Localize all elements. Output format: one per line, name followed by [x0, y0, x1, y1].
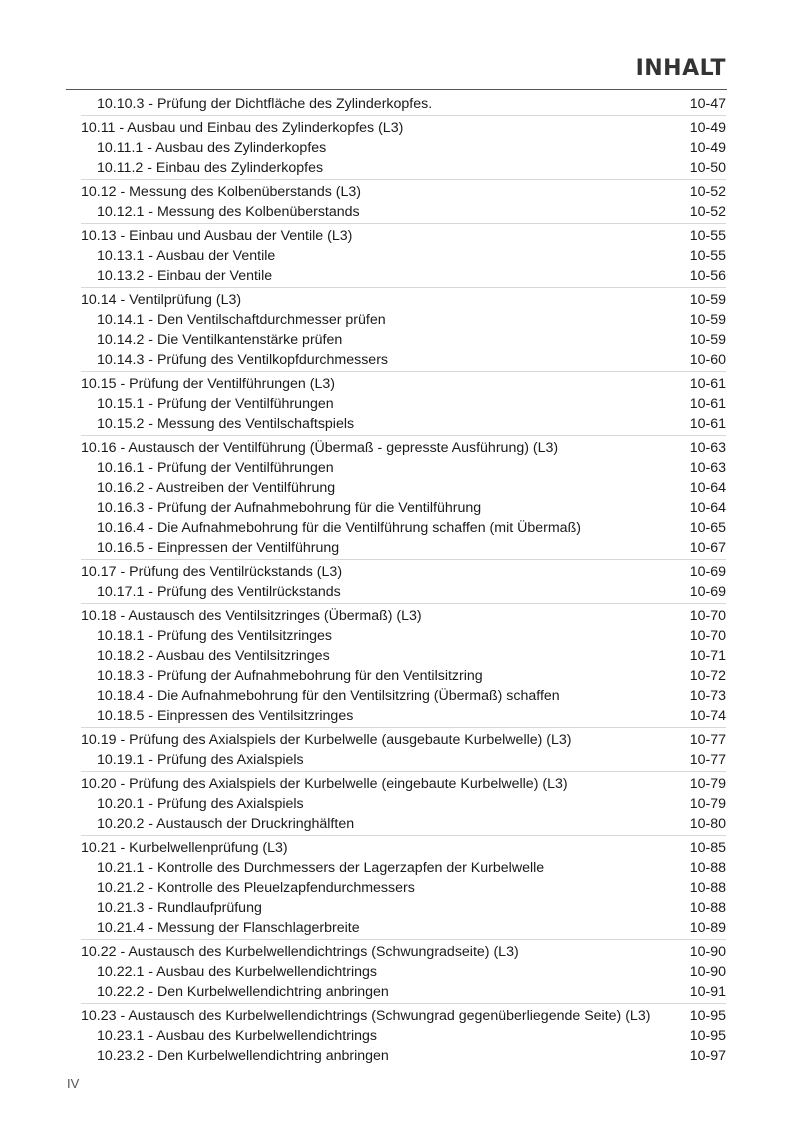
toc-group [81, 1006, 726, 1067]
toc-entry-page: 10-95 [689, 1028, 726, 1044]
toc-entry-title: 10.20.1 - Prüfung des Axialspiels [97, 796, 304, 812]
toc-entry-page: 10-79 [689, 776, 726, 792]
toc-entry-title: 10.21.3 - Rundlaufprüfung [97, 900, 262, 916]
header-divider [66, 89, 727, 90]
toc-entry-page: 10-67 [689, 540, 726, 556]
page-title: INHALT [635, 56, 726, 81]
toc-entry-page: 10-72 [689, 668, 726, 684]
toc-entry-title: 10.19.1 - Prüfung des Axialspiels [97, 752, 304, 768]
toc-subentry[interactable] [81, 1046, 726, 1066]
toc-entry-page: 10-85 [689, 840, 726, 856]
toc-subentry[interactable] [81, 394, 726, 414]
toc-entry-title: 10.16.5 - Einpressen der Ventilführung [97, 540, 340, 556]
toc-entry-page: 10-59 [689, 332, 726, 348]
toc-subentry[interactable] [81, 878, 726, 898]
toc-subentry[interactable] [81, 414, 726, 434]
toc-entry-title: 10.21 - Kurbelwellenprüfung (L3) [81, 840, 288, 856]
toc-entry-page: 10-59 [689, 312, 726, 328]
toc-entry-title: 10.22 - Austausch des Kurbelwellendichtrings (Schwungradseite) (L3) [81, 944, 519, 960]
toc-entry-page: 10-59 [689, 292, 726, 308]
toc-subentry[interactable] [81, 858, 726, 878]
toc-entry-title: 10.12 - Messung des Kolbenüberstands (L3) [81, 184, 361, 200]
toc-entry-page: 10-52 [689, 204, 726, 220]
toc-subentry[interactable] [81, 498, 726, 518]
toc-entry-title: 10.18.1 - Prüfung des Ventilsitzringes [97, 628, 333, 644]
toc-subentry[interactable] [81, 158, 726, 178]
toc-entry-title: 10.20 - Prüfung des Axialspiels der Kurbelwelle (eingebaute Kurbelwelle) (L3) [81, 776, 568, 792]
toc-entry-title: 10.11.2 - Einbau des Zylinderkopfes [97, 160, 324, 176]
toc-entry-title: 10.18.2 - Ausbau des Ventilsitzringes [97, 648, 330, 664]
toc-entry-title: 10.19 - Prüfung des Axialspiels der Kurbelwelle (ausgebaute Kurbelwelle) (L3) [81, 732, 572, 748]
toc-group [81, 226, 726, 288]
toc-entry-title: 10.16 - Austausch der Ventilführung (Übermaß - gepresste Ausführung) (L3) [81, 440, 559, 456]
toc-entry-title: 10.12.1 - Messung des Kolbenüberstands [97, 204, 360, 220]
toc-entry-page: 10-77 [689, 732, 726, 748]
toc-entry-page: 10-74 [689, 708, 726, 724]
toc-entry-page: 10-64 [689, 480, 726, 496]
toc-subentry[interactable] [81, 814, 726, 834]
toc-entry-page: 10-49 [689, 120, 726, 136]
toc-entry[interactable] [81, 118, 726, 138]
toc-entry-page: 10-69 [689, 564, 726, 580]
toc-entry-page: 10-69 [689, 584, 726, 600]
toc-entry-page: 10-60 [689, 352, 726, 368]
toc-subentry[interactable] [81, 94, 726, 114]
toc-subentry[interactable] [81, 686, 726, 706]
toc-entry-page: 10-61 [689, 376, 726, 392]
toc-entry-page: 10-71 [689, 648, 726, 664]
toc-entry-page: 10-89 [689, 920, 726, 936]
toc-entry-page: 10-63 [689, 440, 726, 456]
toc-subentry[interactable] [81, 202, 726, 222]
toc-entry-page: 10-63 [689, 460, 726, 476]
toc-group [81, 118, 726, 180]
toc-subentry[interactable] [81, 330, 726, 350]
toc-group [81, 774, 726, 836]
toc-entry-page: 10-88 [689, 900, 726, 916]
toc-group [81, 182, 726, 224]
toc-entry[interactable] [81, 374, 726, 394]
toc-entry-page: 10-55 [689, 248, 726, 264]
toc-subentry[interactable] [81, 266, 726, 286]
toc-subentry[interactable] [81, 706, 726, 726]
toc-subentry[interactable] [81, 1026, 726, 1046]
toc-entry-page: 10-55 [689, 228, 726, 244]
toc-entry[interactable] [81, 1006, 726, 1026]
toc-entry-title: 10.15 - Prüfung der Ventilführungen (L3) [81, 376, 335, 392]
toc-entry-title: 10.20.2 - Austausch der Druckringhälften [97, 816, 355, 832]
toc-entry-page: 10-91 [689, 984, 726, 1000]
toc-entry-title: 10.13 - Einbau und Ausbau der Ventile (L3) [81, 228, 353, 244]
toc-entry[interactable] [81, 606, 726, 626]
toc-subentry[interactable] [81, 310, 726, 330]
toc-entry-title: 10.15.1 - Prüfung der Ventilführungen [97, 396, 334, 412]
toc-entry-title: 10.16.2 - Austreiben der Ventilführung [97, 480, 336, 496]
toc-subentry[interactable] [81, 246, 726, 266]
toc-entry-page: 10-50 [689, 160, 726, 176]
toc-entry-title: 10.16.1 - Prüfung der Ventilführungen [97, 460, 334, 476]
toc-entry-page: 10-52 [689, 184, 726, 200]
toc-entry-title: 10.22.1 - Ausbau des Kurbelwellendichtrings [97, 964, 377, 980]
toc-entry-page: 10-47 [689, 96, 726, 112]
toc-subentry[interactable] [81, 538, 726, 558]
toc-subentry[interactable] [81, 962, 726, 982]
toc-group [81, 374, 726, 436]
toc-entry-title: 10.16.3 - Prüfung der Aufnahmebohrung für die Ventilführung [97, 500, 482, 516]
toc-entry-title: 10.11 - Ausbau und Einbau des Zylinderkopfes (L3) [81, 120, 404, 136]
toc-subentry[interactable] [81, 982, 726, 1002]
toc-entry[interactable] [81, 182, 726, 202]
toc-entry-title: 10.23 - Austausch des Kurbelwellendichtrings (Schwungrad gegenüberliegende Seite) (L3) [81, 1008, 651, 1024]
toc-entry-title: 10.18.4 - Die Aufnahmebohrung für den Ventilsitzring (Übermaß) schaffen [97, 688, 560, 704]
toc-entry-page: 10-65 [689, 520, 726, 536]
toc-entry-title: 10.21.2 - Kontrolle des Pleuelzapfendurchmessers [97, 880, 415, 896]
toc-entry[interactable] [81, 730, 726, 750]
toc-entry[interactable] [81, 774, 726, 794]
toc-entry-page: 10-64 [689, 500, 726, 516]
toc-entry[interactable] [81, 942, 726, 962]
toc-entry-title: 10.14.2 - Die Ventilkantenstärke prüfen [97, 332, 343, 348]
toc-subentry[interactable] [81, 138, 726, 158]
toc-group [81, 438, 726, 560]
toc-entry-title: 10.17.1 - Prüfung des Ventilrückstands [97, 584, 341, 600]
toc-entry-title: 10.14.3 - Prüfung des Ventilkopfdurchmessers [97, 352, 389, 368]
toc-entry-page: 10-49 [689, 140, 726, 156]
toc-group [81, 838, 726, 940]
toc-entry-title: 10.21.4 - Messung der Flanschlagerbreite [97, 920, 360, 936]
toc-entry-title: 10.10.3 - Prüfung der Dichtfläche des Zylinderkopfes. [97, 96, 433, 112]
toc-subentry[interactable] [81, 350, 726, 370]
toc-group [81, 562, 726, 604]
toc-entry-title: 10.18.3 - Prüfung der Aufnahmebohrung für den Ventilsitzring [97, 668, 483, 684]
toc-entry-title: 10.16.4 - Die Aufnahmebohrung für die Ventilführung schaffen (mit Übermaß) [97, 520, 581, 536]
toc-subentry[interactable] [81, 794, 726, 814]
toc-entry-title: 10.23.1 - Ausbau des Kurbelwellendichtrings [97, 1028, 377, 1044]
toc-group [81, 94, 726, 116]
toc-entry-page: 10-88 [689, 860, 726, 876]
toc-entry-page: 10-80 [689, 816, 726, 832]
toc-entry-page: 10-70 [689, 608, 726, 624]
toc-entry-page: 10-95 [689, 1008, 726, 1024]
toc-group [81, 942, 726, 1004]
toc-entry-page: 10-88 [689, 880, 726, 896]
toc-group [81, 730, 726, 772]
toc-entry-page: 10-73 [689, 688, 726, 704]
toc-entry-page: 10-97 [689, 1048, 726, 1064]
toc-subentry[interactable] [81, 478, 726, 498]
toc-entry-title: 10.14 - Ventilprüfung (L3) [81, 292, 242, 308]
toc-entry-title: 10.21.1 - Kontrolle des Durchmessers der Lagerzapfen der Kurbelwelle [97, 860, 545, 876]
toc-entry-page: 10-70 [689, 628, 726, 644]
toc-entry-title: 10.17 - Prüfung des Ventilrückstands (L3) [81, 564, 343, 580]
toc-entry-title: 10.14.1 - Den Ventilschaftdurchmesser prüfen [97, 312, 386, 328]
toc-subentry[interactable] [81, 518, 726, 538]
footer-page-number: IV [67, 1076, 80, 1091]
toc-entry-page: 10-79 [689, 796, 726, 812]
toc-entry-title: 10.15.2 - Messung des Ventilschaftspiels [97, 416, 355, 432]
toc-entry-title: 10.23.2 - Den Kurbelwellendichtring anbringen [97, 1048, 389, 1064]
toc-subentry[interactable] [81, 646, 726, 666]
toc-entry-title: 10.18 - Austausch des Ventilsitzringes (Übermaß) (L3) [81, 608, 422, 624]
toc-entry-title: 10.13.2 - Einbau der Ventile [97, 268, 273, 284]
toc-subentry[interactable] [81, 582, 726, 602]
toc-subentry[interactable] [81, 898, 726, 918]
toc-entry-page: 10-56 [689, 268, 726, 284]
toc-entry-page: 10-77 [689, 752, 726, 768]
toc-entry-page: 10-61 [689, 396, 726, 412]
toc-entry-page: 10-61 [689, 416, 726, 432]
toc-subentry[interactable] [81, 626, 726, 646]
toc-entry[interactable] [81, 562, 726, 582]
toc-entry-title: 10.13.1 - Ausbau der Ventile [97, 248, 276, 264]
toc-group [81, 290, 726, 372]
toc-entry[interactable] [81, 438, 726, 458]
toc-subentry[interactable] [81, 458, 726, 478]
toc-entry[interactable] [81, 290, 726, 310]
toc-entry-title: 10.11.1 - Ausbau des Zylinderkopfes [97, 140, 327, 156]
toc-entry-title: 10.18.5 - Einpressen des Ventilsitzringes [97, 708, 354, 724]
toc-entry-title: 10.22.2 - Den Kurbelwellendichtring anbringen [97, 984, 389, 1000]
toc-entry-page: 10-90 [689, 964, 726, 980]
toc-entry[interactable] [81, 226, 726, 246]
toc-group [81, 606, 726, 728]
toc-subentry[interactable] [81, 750, 726, 770]
toc-entry-page: 10-90 [689, 944, 726, 960]
toc-entry[interactable] [81, 838, 726, 858]
toc-subentry[interactable] [81, 666, 726, 686]
table-of-contents [81, 94, 726, 1069]
toc-subentry[interactable] [81, 918, 726, 938]
